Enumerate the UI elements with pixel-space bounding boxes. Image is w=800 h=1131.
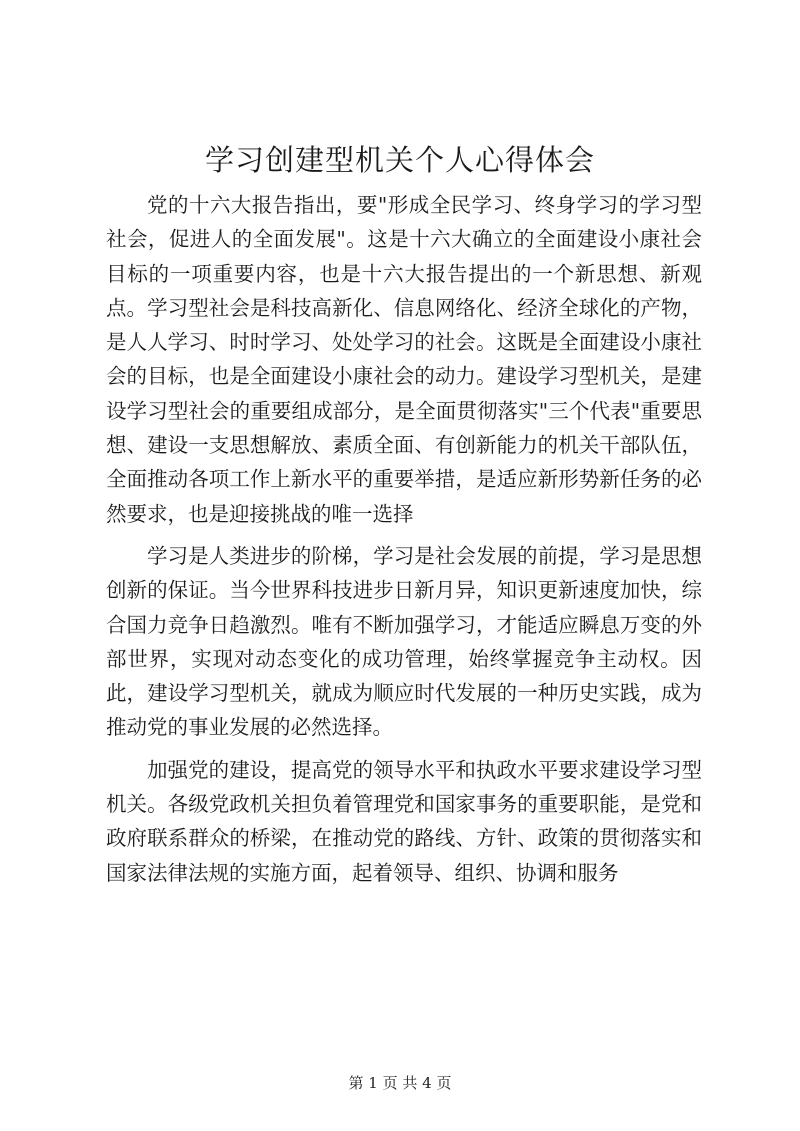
- document-body: [106, 188, 702, 890]
- paragraph-3: 加强党的建设，提高党的领导水平和执政水平要求建设学习型机关。各级党政机关担负着管理党和国家事务的重要职能，是党和政府联系群众的桥梁，在推动党的路线、方针、政策的贯彻落实和国家法律法规的实施方面，起着领导、组织、协调和服务: [106, 757, 702, 885]
- paragraph-1: 党的十六大报告指出，要"形成全民学习、终身学习的学习型社会，促进人的全面发展"。这是十六大确立的全面建设小康社会目标的一项重要内容，也是十六大报告提出的一个新思想、新观点。学习型社会是科技高新化、信息网络化、经济全球化的产物，是人人学习、时时学习、处处学习的社会。这既是全面建设小康社会的目标，也是全面建设小康社会的动力。建设学习型机关，是建设学习型社会的重要组成部分，是全面贯彻落实"三个代表"重要思想、建设一支思想解放、素质全面、有创新能力的机关干部队伍，全面推动各项工作上新水平的重要举措，是适应新形势新任务的必然要求，也是迎接挑战的唯一选择: [106, 193, 702, 526]
- document-title: 学习创建型机关个人心得体会: [204, 143, 595, 177]
- paragraph-2: 学习是人类进步的阶梯，学习是社会发展的前提，学习是思想创新的保证。当今世界科技进步日新月异，知识更新速度加快，综合国力竞争日趋激烈。唯有不断加强学习，才能适应瞬息万变的外部世界，实现对动态变化的成功管理，始终掌握竞争主动权。因此，建设学习型机关，就成为顺应时代发展的一种历史实践，成为推动党的事业发展的必然选择。: [106, 543, 702, 740]
- page-number-footer: 第 1 页 共 4 页: [348, 1074, 452, 1092]
